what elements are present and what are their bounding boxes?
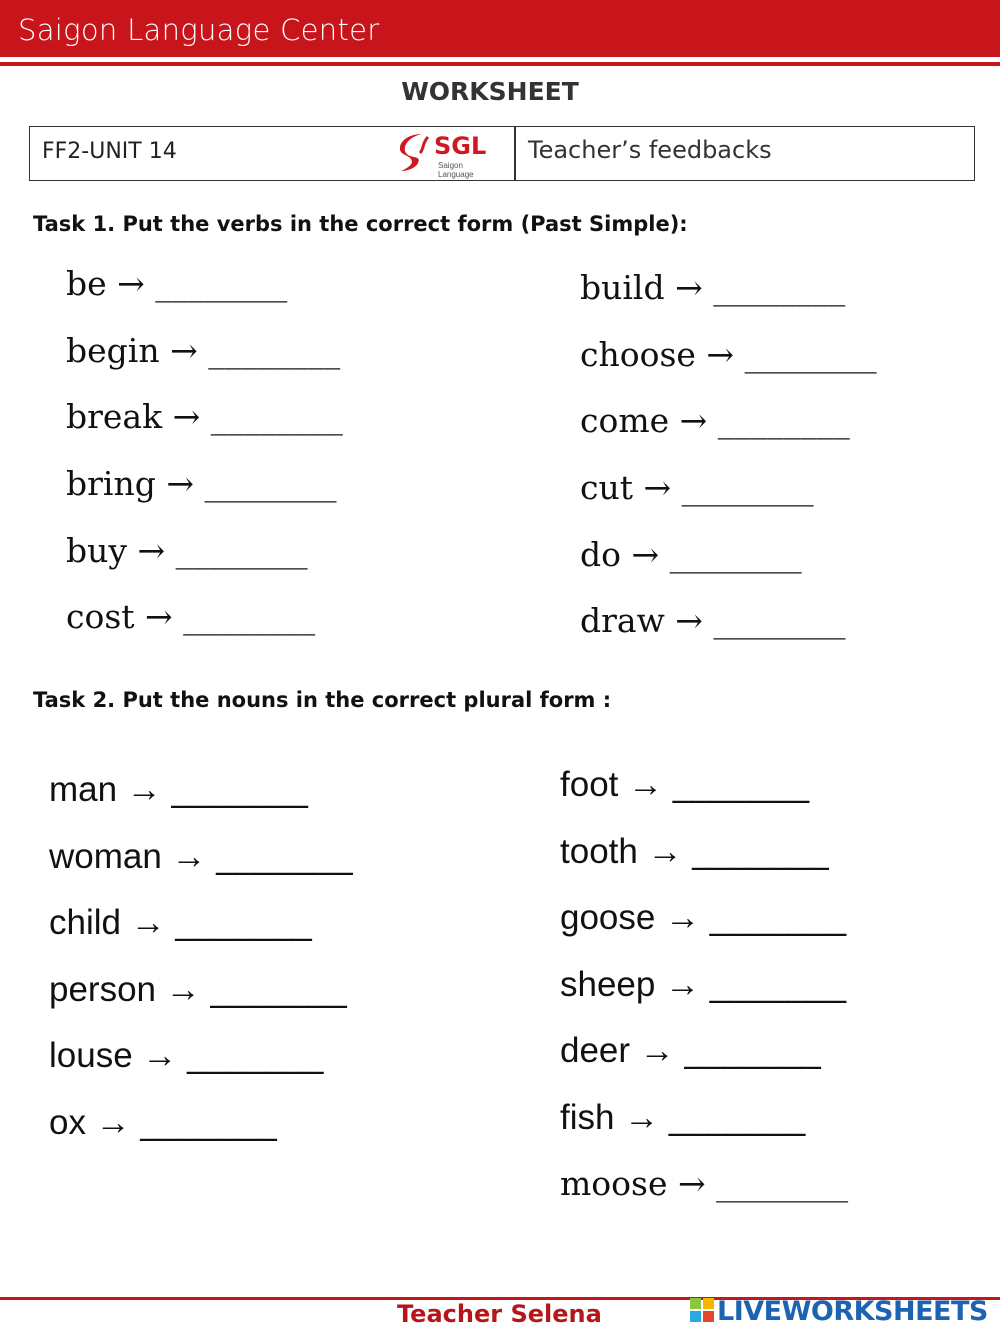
task2-item[interactable]: man → _______ — [49, 770, 308, 809]
task1-item[interactable]: cut → ________ — [580, 468, 814, 507]
task2-item[interactable]: fish → _______ — [560, 1098, 806, 1137]
task1-item[interactable]: come → ________ — [580, 401, 850, 440]
task2-item[interactable]: moose → ________ — [560, 1164, 849, 1203]
task2-item[interactable]: woman → _______ — [49, 837, 353, 876]
teacher-name: Teacher Selena — [397, 1300, 602, 1328]
task2-item[interactable]: louse → _______ — [49, 1036, 324, 1075]
task1-item[interactable]: break → ________ — [66, 397, 343, 436]
sgl-logo-icon — [398, 131, 432, 175]
logo-subtext: Saigon Language — [438, 161, 474, 179]
task2-item[interactable]: tooth → _______ — [560, 832, 829, 871]
unit-label: FF2-UNIT 14 — [42, 139, 177, 164]
worksheet-title: WORKSHEET — [401, 77, 579, 106]
brand-name: Saigon Language Center — [18, 13, 380, 47]
liveworksheets-text: LIVEWORKSHEETS — [717, 1296, 988, 1327]
task2-item[interactable]: sheep → _______ — [560, 965, 847, 1004]
task2-item[interactable]: deer → _______ — [560, 1031, 821, 1070]
task1-item[interactable]: build → ________ — [580, 268, 846, 307]
task1-item[interactable]: bring → ________ — [66, 464, 337, 503]
teacher-feedback-label: Teacher’s feedbacks — [528, 136, 772, 164]
task1-item[interactable]: choose → ________ — [580, 335, 877, 374]
task2-title: Task 2. Put the nouns in the correct plural form : — [33, 688, 612, 712]
header-rule — [0, 62, 1000, 66]
task1-title: Task 1. Put the verbs in the correct form (Past Simple): — [33, 212, 688, 236]
logo-text: SGL — [434, 132, 487, 160]
header-bar — [0, 0, 1000, 57]
info-box — [29, 126, 975, 181]
liveworksheets-icon — [690, 1298, 714, 1322]
task1-item[interactable]: cost → ________ — [66, 597, 316, 636]
info-divider — [514, 127, 516, 180]
task1-item[interactable]: draw → ________ — [580, 601, 846, 640]
sgl-logo — [398, 131, 498, 179]
task1-item[interactable]: begin → ________ — [66, 331, 341, 370]
task2-item[interactable]: goose → _______ — [560, 898, 847, 937]
task1-item[interactable]: buy → ________ — [66, 531, 308, 570]
task1-item[interactable]: do → ________ — [580, 535, 802, 574]
task2-item[interactable]: child → _______ — [49, 903, 312, 942]
task1-item[interactable]: be → ________ — [66, 264, 288, 303]
task2-item[interactable]: person → _______ — [49, 970, 347, 1009]
task2-item[interactable]: ox → _______ — [49, 1103, 277, 1142]
task2-item[interactable]: foot → _______ — [560, 765, 810, 804]
